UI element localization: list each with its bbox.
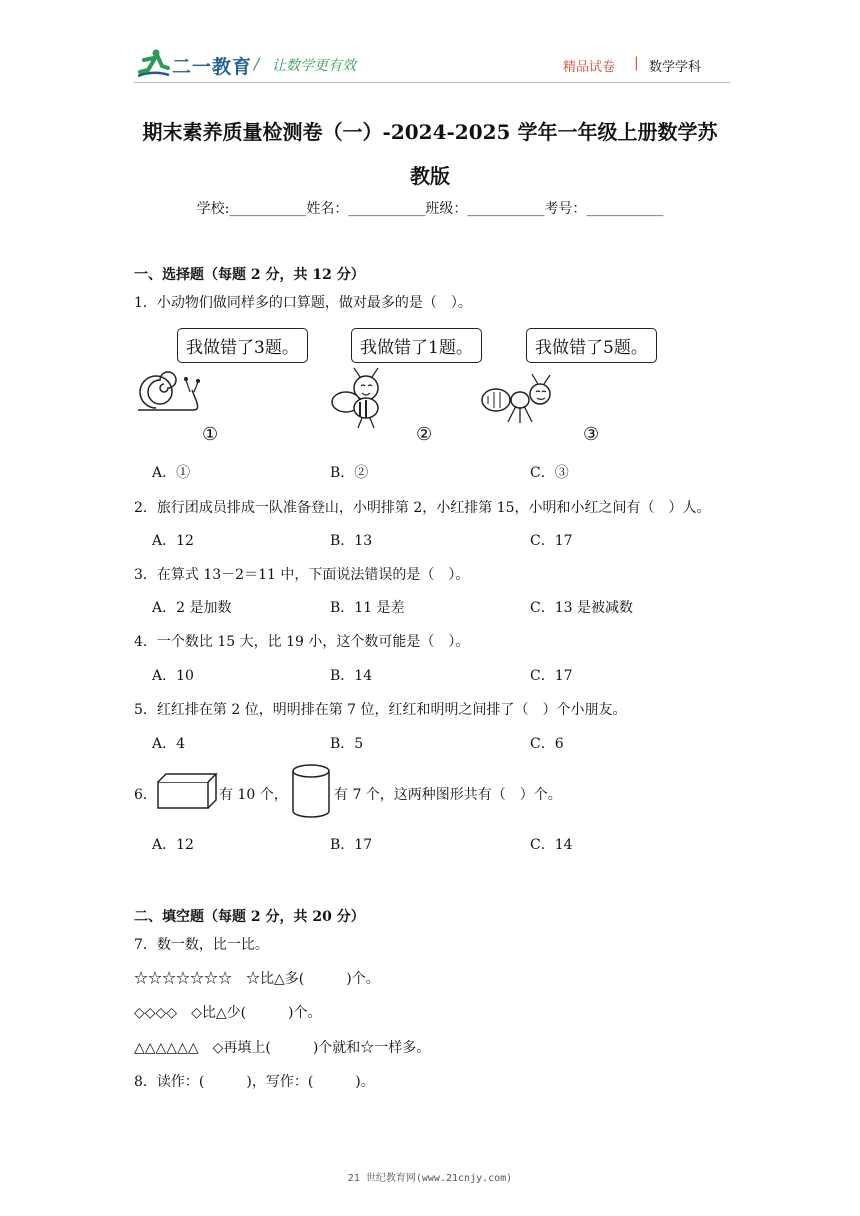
runner-logo-icon <box>136 48 170 80</box>
subject-label: 数学学科 <box>649 60 702 75</box>
page-title-line2: 教版 <box>410 164 450 188</box>
header-divider: | <box>634 55 639 71</box>
q6-option-b[interactable]: B．17 <box>330 837 373 853</box>
brand-slogan: 让数学更有效 <box>272 58 356 74</box>
quality-label: 精品试卷 <box>563 60 616 75</box>
q1-option-c[interactable]: C．③ <box>530 465 569 481</box>
q1-option-b[interactable]: B．② <box>330 465 369 481</box>
question-6-text-a: 有 10 个， <box>219 787 288 803</box>
question-7-stem: 7．数一数，比一比。 <box>134 937 269 953</box>
q1-option-a[interactable]: A．① <box>152 465 191 481</box>
q5-option-b[interactable]: B．5 <box>330 736 364 752</box>
q5-option-c[interactable]: C．6 <box>530 736 564 752</box>
q2-option-b[interactable]: B．13 <box>330 533 373 549</box>
question-6-number: 6． <box>134 787 157 803</box>
section-heading-fill: 二、填空题（每题 2 分，共 20 分） <box>134 909 365 925</box>
q4-option-b[interactable]: B．14 <box>330 668 373 684</box>
marker-3: ③ <box>583 424 600 445</box>
q3-option-a[interactable]: A．2 是加数 <box>152 600 232 616</box>
question-8-stem[interactable]: 8．读作：( )，写作：( )。 <box>134 1074 375 1090</box>
q4-option-a[interactable]: A．10 <box>152 668 194 684</box>
student-info-line: 学校:___________姓名：___________班级：___________考号：___________ <box>196 201 664 217</box>
bee-icon <box>326 364 396 434</box>
marker-1: ① <box>202 424 219 445</box>
q3-option-c[interactable]: C．13 是被减数 <box>530 600 633 616</box>
marker-2: ② <box>416 424 433 445</box>
brand-name: 二一教育 <box>172 56 253 78</box>
question-2-stem: 2．旅行团成员排成一队准备登山，小明排第 2，小红排第 15，小明和小红之间有（ ）人。 <box>134 500 711 516</box>
question-7-line-2[interactable]: ◇◇◇◇ ◇比△少( )个。 <box>134 1005 322 1021</box>
question-7-line-3[interactable]: △△△△△△ ◇再填上( )个就和☆一样多。 <box>134 1040 431 1056</box>
question-5-stem: 5．红红排在第 2 位，明明排在第 7 位，红红和明明之间排了（ ）个小朋友。 <box>134 702 627 718</box>
q6-option-c[interactable]: C．14 <box>530 837 573 853</box>
header-rule <box>134 82 730 83</box>
page-title-line1: 期末素养质量检测卷（一）-2024-2025 学年一年级上册数学苏 <box>142 120 718 144</box>
ant-icon <box>480 372 560 428</box>
snail-icon <box>134 360 204 420</box>
question-4-stem: 4．一个数比 15 大，比 19 小，这个数可能是（ ）。 <box>134 634 470 650</box>
page-footer: 21 世纪教育网(www.21cnjy.com) <box>347 1173 513 1184</box>
cuboid-icon <box>156 772 218 810</box>
question-1-stem: 1．小动物们做同样多的口算题，做对最多的是（ ）。 <box>134 295 472 311</box>
q2-option-c[interactable]: C．17 <box>530 533 573 549</box>
question-7-line-1[interactable]: ☆☆☆☆☆☆☆ ☆比△多( )个。 <box>134 971 380 987</box>
q2-option-a[interactable]: A．12 <box>152 533 194 549</box>
speech-bubble-ant: 我做错了5题。 <box>526 328 657 363</box>
speech-bubble-bee: 我做错了1题。 <box>351 328 482 363</box>
section-heading-choice: 一、选择题（每题 2 分，共 12 分） <box>134 267 365 283</box>
q4-option-c[interactable]: C．17 <box>530 668 573 684</box>
speech-bubble-snail: 我做错了3题。 <box>177 328 308 363</box>
q5-option-a[interactable]: A．4 <box>152 736 186 752</box>
cylinder-icon <box>290 763 332 819</box>
question-3-stem: 3．在算式 13－2＝11 中，下面说法错误的是（ ）。 <box>134 567 470 583</box>
q6-option-a[interactable]: A．12 <box>152 837 194 853</box>
header-slash: / <box>254 54 260 73</box>
q3-option-b[interactable]: B．11 是差 <box>330 600 405 616</box>
question-6-text-b: 有 7 个，这两种图形共有（ ）个。 <box>334 787 562 803</box>
